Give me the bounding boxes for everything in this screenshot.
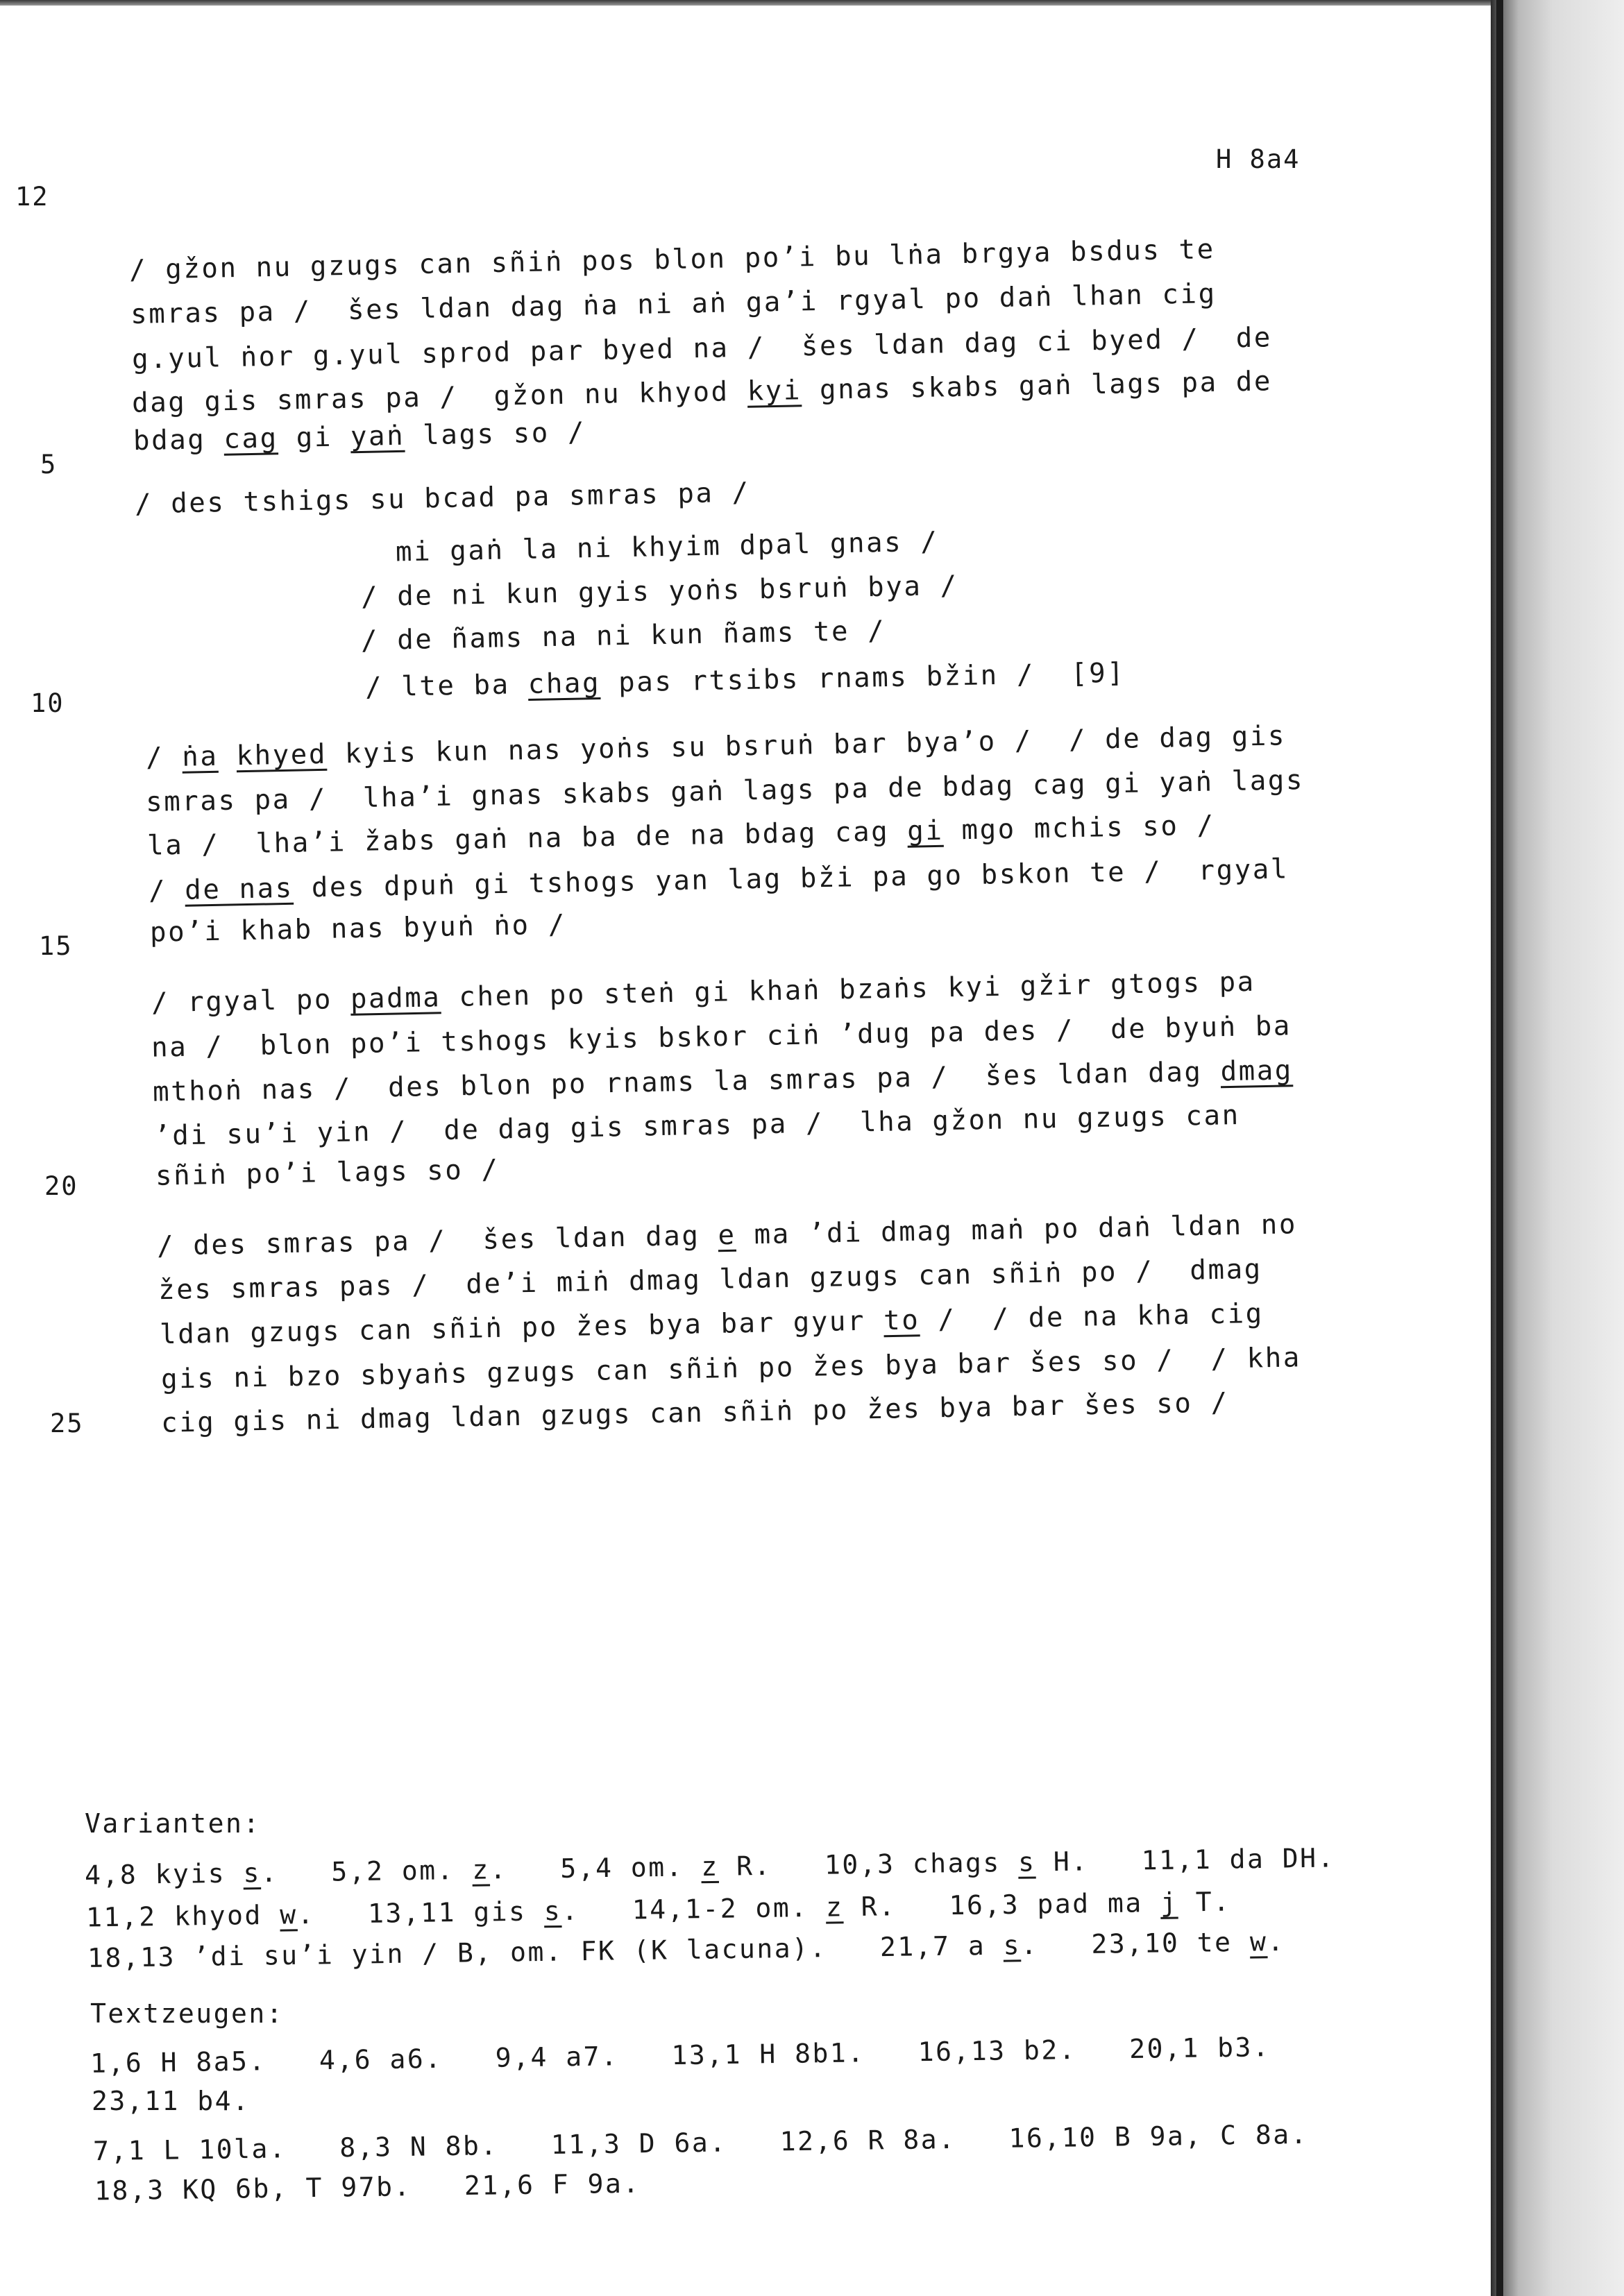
text-line: / des smras pa / šes ldan dag e ma ’di dmag maṅ po daṅ ldan no — [156, 1209, 1298, 1262]
line-number: 20 — [44, 1171, 78, 1201]
line-number: 5 — [40, 450, 58, 479]
text-line: / gžon nu gzugs can sñiṅ pos blon po’i bu lṅa brgya bsdus te — [128, 233, 1216, 287]
text-line: ’di su’i yin / de dag gis smras pa / lha gžon nu gzugs can — [153, 1099, 1241, 1153]
text-line: dag gis smras pa / gžon nu khyod kyi gnas skabs gaṅ lags pa de — [131, 366, 1273, 419]
page-binding-edge — [1496, 0, 1503, 2296]
verse-line: mi gaṅ la ni khyim dpal gnas / — [395, 526, 939, 568]
page-right-edge-shadow — [1491, 0, 1624, 2296]
variant-line: 4,8 kyis s. 5,2 om. z. 5,4 om. z R. 10,3 chags s H. 11,1 da DH. — [84, 1842, 1336, 1891]
witness-line: 1,6 H 8a5. 4,6 a6. 9,4 a7. 13,1 H 8b1. 16,13 b2. 20,1 b3. — [90, 2032, 1271, 2079]
witness-line: 18,3 KQ 6b, T 97b. 21,6 F 9a. — [94, 2168, 641, 2206]
text-line: mthoṅ nas / des blon po rnams la smras pa / šes ldan dag dmag — [152, 1055, 1294, 1108]
witness-line: 23,11 b4. — [92, 2086, 251, 2116]
text-line: smras pa / šes ldan dag ṅa ni aṅ ga’i rgyal po daṅ lhan cig — [130, 278, 1217, 331]
text-line: sñiṅ po’i lags so / — [155, 1154, 500, 1192]
folio-reference: H 8a4 — [1216, 144, 1301, 174]
line-number: 15 — [39, 931, 73, 961]
varianten-heading: Varianten: — [85, 1808, 261, 1839]
text-line: na / blon po’i tshogs kyis bskor ciṅ ’dug pa des / de byuṅ ba — [151, 1010, 1292, 1064]
text-line: gis ni bzo sbyaṅs gzugs can sñiṅ po žes bya bar šes so / / kha — [160, 1342, 1302, 1395]
text-line: g.yul ṅor g.yul sprod par byed na / šes ldan dag ci byed / de — [131, 322, 1273, 375]
text-line: ldan gzugs can sñiṅ po žes bya bar gyur to / / de na kha cig — [159, 1298, 1264, 1351]
line-number: 10 — [31, 688, 65, 718]
verse-line: / de ni kun gyis yoṅs bsruṅ bya / — [360, 570, 958, 613]
text-line: / des tshigs su bcad pa smras pa / — [134, 477, 751, 520]
textzeugen-heading: Textzeugen: — [90, 1998, 285, 2029]
text-line: / de nas des dpuṅ gi tshogs yan lag bži pa go bskon te / rgyal — [148, 853, 1289, 907]
witness-line: 7,1 L 10la. 8,3 N 8b. 11,3 D 6a. 12,6 R 8a. 16,10 B 9a, C 8a. — [92, 2118, 1309, 2167]
verse-line: / lte ba chag pas rtsibs rnams bžin / [9] — [364, 657, 1126, 704]
line-number: 25 — [50, 1409, 84, 1438]
text-line: žes smras pas / de’i miṅ dmag ldan gzugs can sñiṅ po / dmag — [158, 1253, 1263, 1307]
text-line: cig gis ni dmag ldan gzugs can sñiṅ po žes bya bar šes so / — [160, 1387, 1230, 1439]
page-number: 12 — [15, 182, 49, 212]
text-line: / rgyal po padma chen po steṅ gi khaṅ bzaṅs kyi gžir gtogs pa — [151, 966, 1256, 1019]
text-line: smras pa / lha’i gnas skabs gaṅ lags pa de bdag cag gi yaṅ lags — [145, 764, 1305, 819]
text-line: / ṅa khyed kyis kun nas yoṅs su bsruṅ bar bya’o / / de dag gis — [145, 720, 1287, 774]
variant-line: 11,2 khyod w. 13,11 gis s. 14,1-2 om. z R. 16,3 pad ma j T. — [85, 1886, 1231, 1933]
text-line: bdag cag gi yaṅ lags so / — [133, 416, 586, 457]
verse-line: / de ñams na ni kun ñams te / — [360, 615, 886, 657]
text-line: po’i khab nas byuṅ ṅo / — [149, 909, 567, 949]
text-line: la / lha’i žabs gaṅ na ba de na bdag cag gi mgo mchis so / — [146, 810, 1216, 862]
page-top-edge-shadow — [0, 0, 1492, 6]
variant-line: 18,13 ’di su’i yin / B, om. FK (K lacuna). 21,7 a s. 23,10 te w. — [87, 1925, 1285, 1974]
